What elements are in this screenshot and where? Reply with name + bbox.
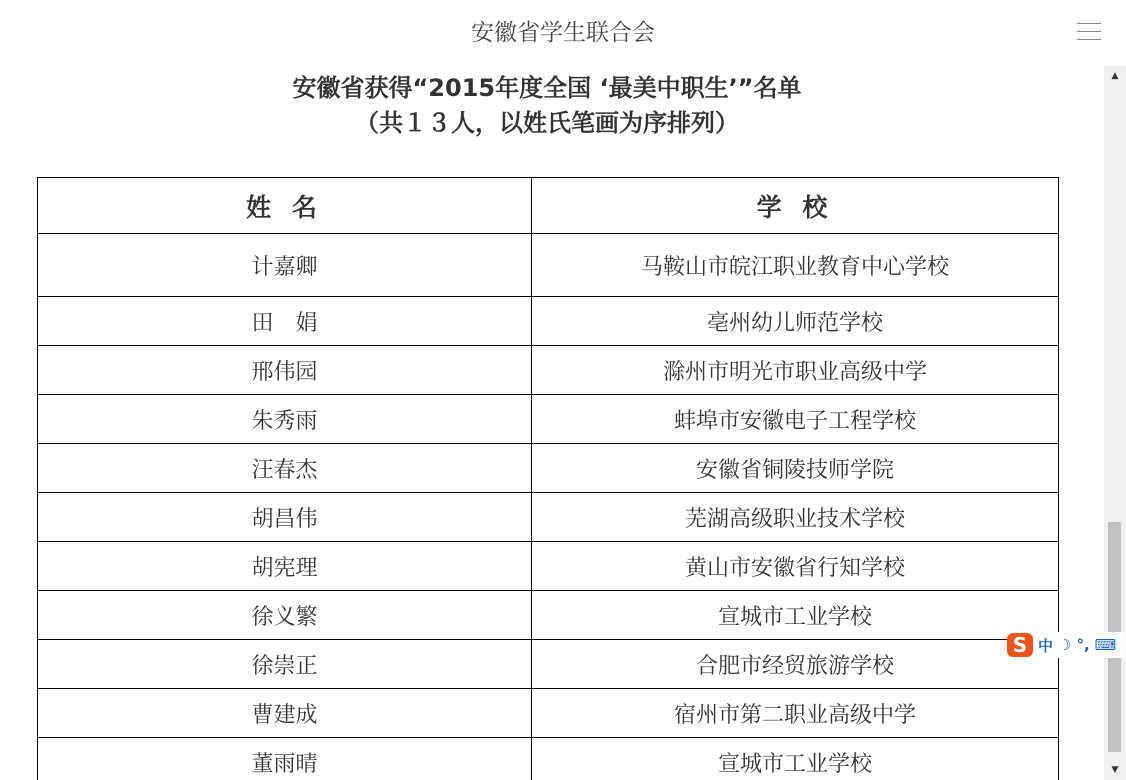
menu-line [1077,23,1101,24]
app-header [0,0,1126,66]
cell-school: 安徽省铜陵技师学院 [532,444,1059,493]
table-row [38,493,1059,542]
article-content [0,66,1104,780]
cell-name: 胡昌伟 [38,493,532,542]
table-row [38,297,1059,346]
cell-name: 计嘉卿 [38,234,532,297]
cell-school: 亳州幼儿师范学校 [532,297,1059,346]
table-row [38,640,1059,689]
cell-name: 曹建成 [38,689,532,738]
vertical-scrollbar[interactable] [1104,66,1126,780]
cell-school: 宿州市第二职业高级中学 [532,689,1059,738]
ime-halfwidth-icon[interactable]: ☽ [1058,636,1072,654]
ime-keyboard-icon[interactable]: ⌨ [1094,636,1117,654]
cell-school: 芜湖高级职业技术学校 [532,493,1059,542]
menu-line [1077,31,1101,32]
cell-school: 黄山市安徽省行知学校 [532,542,1059,591]
sogou-logo-icon[interactable]: S [1007,633,1033,657]
table-row [38,234,1059,297]
document-title: 安徽省获得“2015年度全国 ‘最美中职生’”名单 [292,74,802,102]
cell-school: 马鞍山市皖江职业教育中心学校 [532,234,1059,297]
column-header-name: 姓 名 [38,178,532,234]
table-row [38,689,1059,738]
cell-school: 宣城市工业学校 [532,738,1059,780]
cell-name: 徐义繁 [38,591,532,640]
table-row [38,444,1059,493]
site-title: 安徽省学生联合会 [471,20,655,46]
cell-name: 董雨晴 [38,738,532,780]
cell-name: 田 娟 [38,297,532,346]
scroll-up-arrow-icon[interactable]: ▲ [1111,71,1119,81]
cell-school: 滁州市明光市职业高级中学 [532,346,1059,395]
cell-name: 汪春杰 [38,444,532,493]
menu-line [1077,39,1101,40]
ime-punctuation-icon[interactable]: °, [1076,636,1090,654]
table-header-row [38,178,1059,234]
cell-school: 合肥市经贸旅游学校 [532,640,1059,689]
column-header-school: 学 校 [532,178,1059,234]
table-row [38,542,1059,591]
cell-school: 宣城市工业学校 [532,591,1059,640]
scroll-down-arrow-icon[interactable]: ▼ [1111,765,1119,775]
ime-toolbar[interactable] [1007,632,1125,658]
honoree-table [37,177,1059,780]
document-subtitle: （共１３人，以姓氏笔画为序排列） [355,109,739,137]
hamburger-menu-icon[interactable] [1077,23,1101,41]
table-row [38,346,1059,395]
cell-name: 徐崇正 [38,640,532,689]
cell-name: 朱秀雨 [38,395,532,444]
cell-school: 蚌埠市安徽电子工程学校 [532,395,1059,444]
cell-name: 胡宪理 [38,542,532,591]
ime-language-toggle[interactable]: 中 [1038,636,1054,655]
table-row [38,395,1059,444]
table-row [38,591,1059,640]
table-row [38,738,1059,780]
cell-name: 邢伟园 [38,346,532,395]
